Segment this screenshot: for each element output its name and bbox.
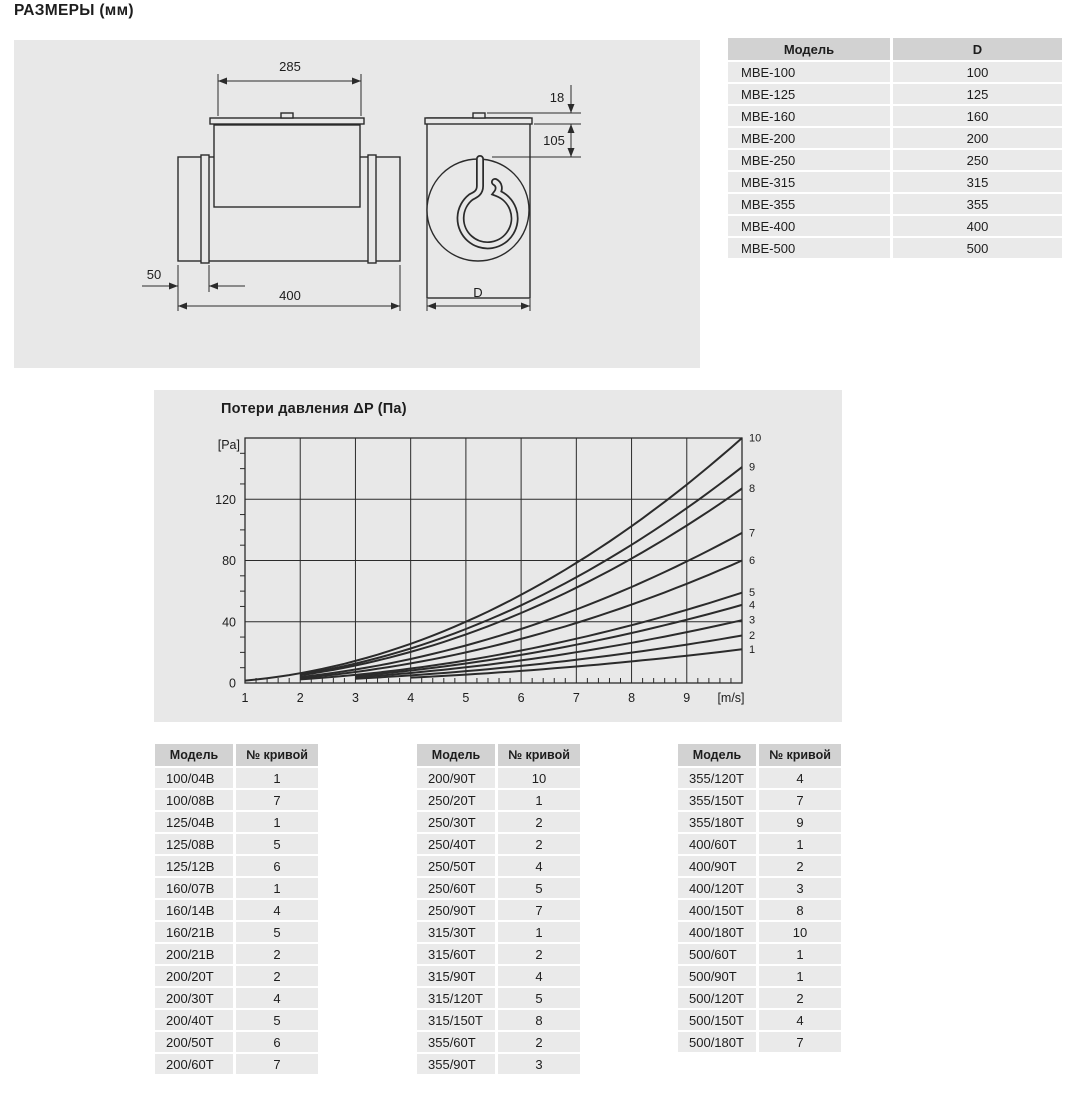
value-cell: 7 <box>759 790 841 810</box>
model-cell: 500/120T <box>678 988 759 1008</box>
model-cell: 125/12B <box>155 856 236 876</box>
table-row <box>417 944 580 964</box>
table-row <box>417 1054 580 1074</box>
table-row <box>728 194 1062 214</box>
model-cell: 250/20T <box>417 790 498 810</box>
value-cell: 5 <box>498 988 580 1008</box>
value-cell: 400 <box>893 216 1062 236</box>
model-cell: MBE-500 <box>728 238 893 258</box>
value-cell: 2 <box>236 944 318 964</box>
curve-label-6: 6 <box>749 555 756 567</box>
value-cell: 6 <box>236 1032 318 1052</box>
curve-4 <box>355 605 742 676</box>
table-row <box>678 856 841 876</box>
model-cell: 100/08B <box>155 790 236 810</box>
table-row <box>678 834 841 854</box>
dim-body-length <box>178 265 400 311</box>
curve-table-1 <box>155 742 318 1076</box>
chart-title: Потери давления ΔP (Па) <box>221 401 407 417</box>
value-cell: 9 <box>759 812 841 832</box>
model-cell: MBE-250 <box>728 150 893 170</box>
x-tick-label: 2 <box>296 691 304 705</box>
table-row <box>728 84 1062 104</box>
terminal-box-lid <box>210 118 364 124</box>
front-lid <box>425 118 532 124</box>
dimensions-drawing <box>14 40 700 368</box>
front-lid-nub <box>473 113 485 118</box>
table-row <box>678 768 841 788</box>
curve-label-8: 8 <box>749 483 756 496</box>
model-cell: 400/90T <box>678 856 759 876</box>
model-cell: 160/07B <box>155 878 236 898</box>
model-cell: 355/60T <box>417 1032 498 1052</box>
model-cell: 315/150T <box>417 1010 498 1030</box>
value-cell: 2 <box>759 988 841 1008</box>
value-cell: 2 <box>498 1032 580 1052</box>
dim-inlet-offset <box>142 265 245 292</box>
model-cell: 200/20T <box>155 966 236 986</box>
table-row <box>155 900 318 920</box>
value-cell: 7 <box>759 1032 841 1052</box>
table-row <box>417 834 580 854</box>
table-row <box>155 922 318 942</box>
value-cell: 10 <box>498 768 580 788</box>
dim-label-105: 105 <box>543 133 565 148</box>
value-cell: 100 <box>893 62 1062 82</box>
value-cell: 500 <box>893 238 1062 258</box>
table-row <box>417 812 580 832</box>
column-header: Модель <box>728 38 893 60</box>
model-cell: 400/150T <box>678 900 759 920</box>
table-row <box>728 128 1062 148</box>
table-row <box>417 856 580 876</box>
value-cell: 6 <box>236 856 318 876</box>
model-cell: 160/21B <box>155 922 236 942</box>
column-header: Модель <box>417 744 498 766</box>
dimensions-drawing-panel <box>14 40 700 368</box>
column-header: № кривой <box>498 744 580 766</box>
x-tick-label: 7 <box>572 691 580 705</box>
curve-label-5: 5 <box>749 587 756 600</box>
table-row <box>728 62 1062 82</box>
model-cell: 355/180T <box>678 812 759 832</box>
column-header: Модель <box>155 744 236 766</box>
table-row <box>417 966 580 986</box>
table-row <box>417 790 580 810</box>
table-row <box>155 1054 318 1074</box>
curve-label-10: 10 <box>749 432 762 445</box>
flange-right <box>368 155 376 263</box>
model-cell: 160/14B <box>155 900 236 920</box>
model-cell: 500/60T <box>678 944 759 964</box>
table-row <box>678 878 841 898</box>
value-cell: 8 <box>498 1010 580 1030</box>
column-header: D <box>893 38 1062 60</box>
value-cell: 4 <box>498 966 580 986</box>
model-cell: 500/90T <box>678 966 759 986</box>
header-row <box>678 744 841 766</box>
value-cell: 4 <box>236 900 318 920</box>
model-cell: 200/40T <box>155 1010 236 1030</box>
x-tick-label: 9 <box>683 691 691 705</box>
table-row <box>155 966 318 986</box>
model-cell: MBE-400 <box>728 216 893 236</box>
value-cell: 1 <box>236 878 318 898</box>
model-cell: 200/90T <box>417 768 498 788</box>
model-cell: 400/60T <box>678 834 759 854</box>
model-cell: 355/150T <box>678 790 759 810</box>
value-cell: 1 <box>498 922 580 942</box>
dim-label-50: 50 <box>146 267 162 282</box>
table-row <box>678 1010 841 1030</box>
value-cell: 355 <box>893 194 1062 214</box>
value-cell: 2 <box>498 834 580 854</box>
dim-top-width <box>218 59 361 116</box>
model-cell: 200/50T <box>155 1032 236 1052</box>
y-axis-unit: [Pa] <box>217 438 240 452</box>
curve-table-2 <box>417 742 580 1076</box>
table-row <box>155 1010 318 1030</box>
table-row <box>728 106 1062 126</box>
y-tick-label: 40 <box>222 615 236 630</box>
model-cell: 250/50T <box>417 856 498 876</box>
table-row <box>155 812 318 832</box>
value-cell: 160 <box>893 106 1062 126</box>
value-cell: 8 <box>759 900 841 920</box>
column-header: № кривой <box>236 744 318 766</box>
value-cell: 7 <box>498 900 580 920</box>
value-cell: 200 <box>893 128 1062 148</box>
model-cell: MBE-315 <box>728 172 893 192</box>
value-cell: 315 <box>893 172 1062 192</box>
model-cell: 200/30T <box>155 988 236 1008</box>
curve-10 <box>245 438 742 681</box>
value-cell: 2 <box>498 944 580 964</box>
value-cell: 1 <box>236 768 318 788</box>
curve-label-7: 7 <box>749 527 756 540</box>
table-row <box>417 878 580 898</box>
table-row <box>417 900 580 920</box>
table-row <box>678 812 841 832</box>
value-cell: 1 <box>759 834 841 854</box>
page-title: РАЗМЕРЫ (мм) <box>14 2 134 19</box>
value-cell: 5 <box>236 834 318 854</box>
header-row <box>155 744 318 766</box>
value-cell: 1 <box>236 812 318 832</box>
pressure-loss-chart-panel <box>154 390 842 722</box>
model-cell: 400/120T <box>678 878 759 898</box>
value-cell: 4 <box>236 988 318 1008</box>
value-cell: 4 <box>498 856 580 876</box>
x-tick-label: 8 <box>628 691 636 705</box>
model-cell: MBE-355 <box>728 194 893 214</box>
model-cell: 250/90T <box>417 900 498 920</box>
model-cell: 315/60T <box>417 944 498 964</box>
terminal-box <box>214 125 360 207</box>
y-tick-label: 0 <box>229 676 236 691</box>
model-cell: MBE-200 <box>728 128 893 148</box>
table-row <box>678 790 841 810</box>
table-row <box>155 790 318 810</box>
table-row <box>417 988 580 1008</box>
curve-label-4: 4 <box>749 599 756 612</box>
side-view <box>178 113 400 263</box>
model-cell: 400/180T <box>678 922 759 942</box>
table-row <box>417 922 580 942</box>
value-cell: 1 <box>759 966 841 986</box>
table-row <box>155 878 318 898</box>
curve-label-1: 1 <box>749 643 756 656</box>
header-row <box>417 744 580 766</box>
table-row <box>417 1010 580 1030</box>
y-tick-label: 120 <box>215 492 236 507</box>
table-row <box>728 216 1062 236</box>
value-cell: 10 <box>759 922 841 942</box>
curve-label-9: 9 <box>749 461 756 474</box>
dim-label-400: 400 <box>279 288 301 303</box>
model-cell: 315/120T <box>417 988 498 1008</box>
curve-table-1-grid <box>155 742 318 1076</box>
table-row <box>155 856 318 876</box>
model-cell: 250/30T <box>417 812 498 832</box>
table-row <box>678 922 841 942</box>
value-cell: 7 <box>236 790 318 810</box>
value-cell: 250 <box>893 150 1062 170</box>
value-cell: 7 <box>236 1054 318 1074</box>
table-row <box>678 900 841 920</box>
table-row <box>678 1032 841 1052</box>
model-diameter-table-grid <box>728 36 1062 260</box>
table-row <box>678 944 841 964</box>
front-view <box>425 113 532 298</box>
table-row <box>417 768 580 788</box>
dim-label-D: D <box>473 285 483 300</box>
value-cell: 3 <box>498 1054 580 1074</box>
table-row <box>728 172 1062 192</box>
model-cell: MBE-160 <box>728 106 893 126</box>
curve-table-3 <box>678 742 841 1054</box>
value-cell: 125 <box>893 84 1062 104</box>
model-cell: 200/21B <box>155 944 236 964</box>
x-tick-label: 4 <box>407 691 415 705</box>
model-cell: 500/180T <box>678 1032 759 1052</box>
value-cell: 1 <box>498 790 580 810</box>
table-row <box>678 966 841 986</box>
value-cell: 2 <box>759 856 841 876</box>
model-cell: 355/120T <box>678 768 759 788</box>
curve-table-3-grid <box>678 742 841 1054</box>
flange-left <box>201 155 209 263</box>
value-cell: 5 <box>498 878 580 898</box>
lid-nub <box>281 113 293 118</box>
table-row <box>728 150 1062 170</box>
dim-label-285: 285 <box>279 59 301 74</box>
table-row <box>155 768 318 788</box>
pressure-loss-chart <box>154 390 842 722</box>
x-tick-label: 3 <box>351 691 359 705</box>
table-row <box>417 1032 580 1052</box>
value-cell: 1 <box>759 944 841 964</box>
table-row <box>155 834 318 854</box>
value-cell: 5 <box>236 1010 318 1030</box>
table-row <box>678 988 841 1008</box>
value-cell: 4 <box>759 1010 841 1030</box>
model-cell: 200/60T <box>155 1054 236 1074</box>
model-cell: MBE-100 <box>728 62 893 82</box>
column-header: № кривой <box>759 744 841 766</box>
header-row <box>728 38 1062 60</box>
curve-label-2: 2 <box>749 630 756 643</box>
curve-table-2-grid <box>417 742 580 1076</box>
x-tick-label: 1 <box>241 691 249 705</box>
value-cell: 5 <box>236 922 318 942</box>
model-cell: 100/04B <box>155 768 236 788</box>
table-row <box>155 988 318 1008</box>
curve-label-3: 3 <box>749 614 756 627</box>
model-cell: 125/08B <box>155 834 236 854</box>
model-cell: MBE-125 <box>728 84 893 104</box>
dim-label-18: 18 <box>549 90 565 105</box>
model-cell: 500/150T <box>678 1010 759 1030</box>
model-diameter-table <box>728 36 1062 260</box>
value-cell: 2 <box>498 812 580 832</box>
table-row <box>728 238 1062 258</box>
table-row <box>155 1032 318 1052</box>
value-cell: 4 <box>759 768 841 788</box>
model-cell: 315/90T <box>417 966 498 986</box>
model-cell: 250/60T <box>417 878 498 898</box>
model-cell: 125/04B <box>155 812 236 832</box>
value-cell: 2 <box>236 966 318 986</box>
y-tick-label: 80 <box>222 554 236 568</box>
x-tick-label: 5 <box>462 691 470 705</box>
table-row <box>155 944 318 964</box>
column-header: Модель <box>678 744 759 766</box>
model-cell: 355/90T <box>417 1054 498 1074</box>
model-cell: 250/40T <box>417 834 498 854</box>
value-cell: 3 <box>759 878 841 898</box>
x-axis-unit: [m/s] <box>717 691 745 705</box>
x-tick-label: 6 <box>517 691 525 705</box>
model-cell: 315/30T <box>417 922 498 942</box>
